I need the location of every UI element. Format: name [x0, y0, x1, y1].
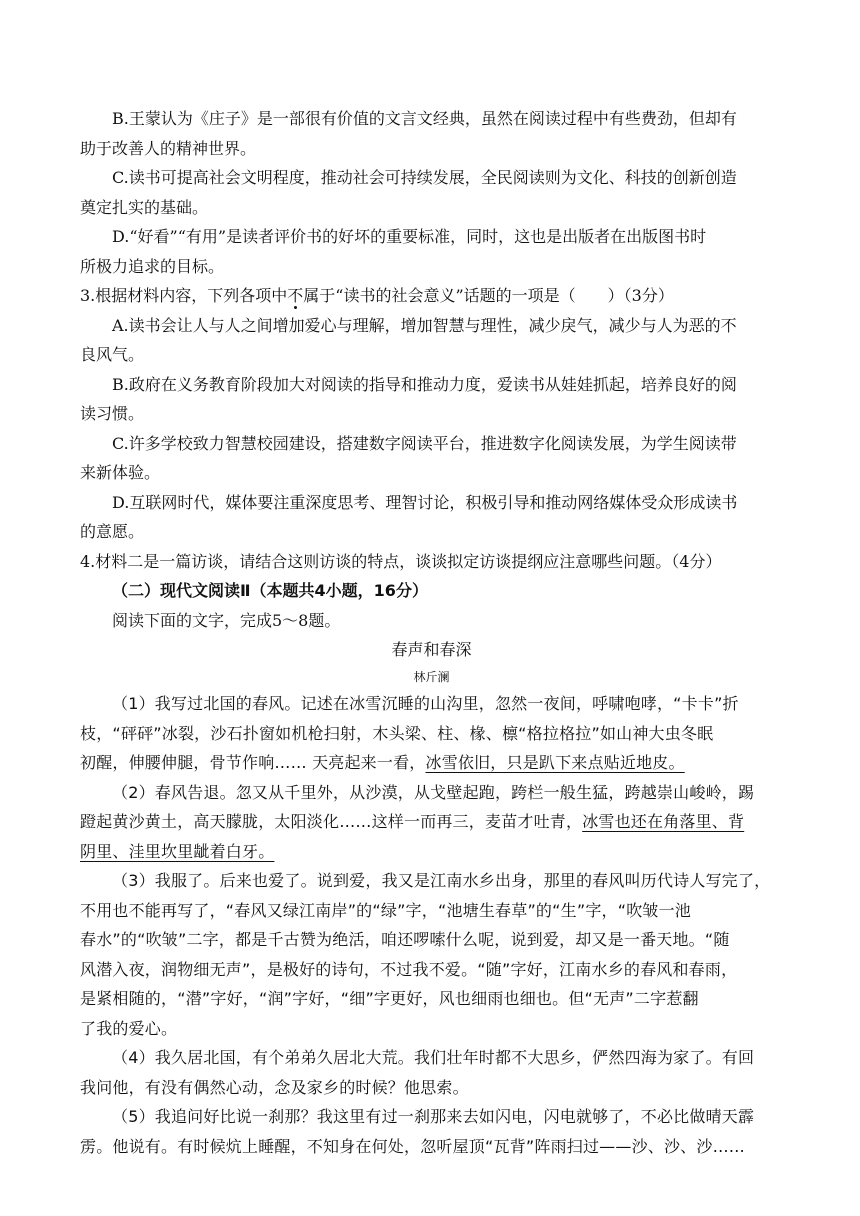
article-title: 春声和春深 [391, 640, 472, 659]
option-b-line-1: B.王蒙认为《庄子》是一部很有价值的文言文经典，虽然在阅读过程中有些费劲，但却有 [112, 109, 737, 128]
p1-line-3 [80, 748, 783, 778]
stem-part-1: 3.根据材料内容，下列各项中 [80, 286, 288, 305]
underlined-sentence-2a: 冰雪也还在角落里、背 [582, 812, 745, 831]
p4-line-2: 我问他，有没有偶然心动，念及家乡的时候？他思索。 [80, 1077, 469, 1097]
question-2-options [80, 104, 783, 281]
p3-line-3: 春水”的“吹皱”二字，都是千古赞为绝活，咱还啰嗦什么呢，说到爱，却又是一番天地。“随 [80, 930, 730, 949]
option-c-line-1: C.读书可提高社会文明程度，推动社会可持续发展，全民阅读则为文化、科技的创新创造 [112, 168, 737, 187]
q3-option-b-line-2: 读习惯。 [80, 404, 145, 423]
p1-line-3-text: 初醒，伸腰伸腿，骨节作响…… 天亮起来一看， [80, 753, 426, 772]
article-author: 林斤澜 [413, 670, 450, 684]
p2-line-2 [80, 807, 783, 837]
paragraph-5 [80, 1102, 783, 1161]
p5-line-1: （5）我追问好比说一刹那？我这里有过一刹那来去如闪电，闪电就够了，不必比做晴天霹 [112, 1107, 755, 1126]
paragraph-3 [80, 866, 783, 1043]
p3-line-2: 不用也不能再写了，“春风又绿江南岸”的“绿”字，“池塘生春草”的“生”字，“吹皱一池 [80, 900, 692, 920]
paragraph-2 [80, 778, 783, 867]
p1-line-1: （1）我写过北国的春风。记述在冰雪沉睡的山沟里，忽然一夜间，呼啸咆哮，“卡卡”折 [112, 694, 739, 713]
stem-part-2: 属于“读书的社会意义”话题的一项是（ ）（3分） [303, 286, 674, 305]
paragraph-4 [80, 1043, 783, 1102]
question-4: 4.材料二是一篇访谈，请结合这则访谈的特点，谈谈拟定访谈提纲应注意哪些问题。（4分） [80, 551, 722, 571]
underlined-sentence-2b: 阴里、洼里坎里龇着白牙。 [80, 841, 275, 861]
paragraph-1 [80, 689, 783, 778]
question-3 [80, 281, 783, 547]
option-d-line-1: D.“好看”“有用”是读者评价书的好坏的重要标准，同时，这也是出版者在出版图书时 [112, 227, 707, 246]
emphasis-dot-char: 不 [287, 286, 304, 305]
p4-line-1: （4）我久居北国，有个弟弟久居北大荒。我们壮年时都不大思乡，俨然四海为家了。有回 [112, 1048, 755, 1067]
q3-option-c-line-2: 来新体验。 [80, 463, 161, 482]
q3-option-a-line-2: 良风气。 [80, 345, 145, 364]
section-instruction: 阅读下面的文字，完成5～8题。 [112, 610, 341, 630]
p2-line-2-text: 蹬起黄沙黄土，高天朦胧，太阳淡化……这样一而再三，麦苗才吐青， [80, 812, 583, 831]
q3-option-a-line-1: A.读书会让人与人之间增加爱心与理解，增加智慧与理性，减少戾气，减少与人为恶的不 [112, 315, 737, 335]
section-heading: （二）现代文阅读Ⅱ（本题共4小题，16分） [112, 581, 428, 600]
p3-line-1: （3）我服了。后来也爱了。说到爱，我又是江南水乡出身，那里的春风叫历代诗人写完了， [112, 871, 771, 890]
q3-option-d-line-2: 的意愿。 [80, 522, 145, 541]
option-b-line-2: 助于改善人的精神世界。 [80, 138, 257, 158]
p2-line-1: （2）春风告退。忽又从千里外，从沙漠，从戈壁起跑，跨栏一般生猛，跨越崇山峻岭，踢 [112, 782, 755, 802]
question-3-stem [80, 281, 783, 311]
q3-option-b-line-1: B.政府在义务教育阶段加大对阅读的指导和推动力度，爱读书从娃娃抓起，培养良好的阅 [112, 374, 737, 394]
option-c-line-2: 奠定扎实的基础。 [80, 197, 209, 217]
p3-line-4: 风潜入夜，润物细无声”，是极好的诗句，不过我不爱。“随”字好，江南水乡的春风和春雨， [80, 959, 738, 979]
q3-option-d-line-1: D.互联网时代，媒体要注重深度思考、理智讨论，积极引导和推动网络媒体受众形成读书 [112, 492, 738, 512]
underlined-sentence-1: 冰雪依旧，只是趴下来点贴近地皮。 [425, 753, 685, 772]
p3-line-5: 是紧相随的，“潜”字好，“润”字好，“细”字更好，风也细雨也细也。但“无声”二字惹翻 [80, 989, 699, 1008]
option-d-line-2: 所极力追求的目标。 [80, 256, 225, 276]
q3-option-c-line-1: C.许多学校致力智慧校园建设，搭建数字阅读平台，推进数字化阅读发展，为学生阅读带 [112, 433, 737, 453]
p1-line-2: 枝，“砰砰”冰裂，沙石扑窗如机枪扫射，木头梁、柱、椽、檩“格拉格拉”如山神大虫冬眠 [80, 723, 714, 743]
p5-line-2: 雳。他说有。有时候炕上睡醒，不知身在何处，忽听屋顶“瓦背”阵雨扫过——沙、沙、沙…… [80, 1136, 745, 1156]
p3-line-6: 了我的爱心。 [80, 1018, 178, 1038]
p2-line-3 [80, 837, 783, 867]
